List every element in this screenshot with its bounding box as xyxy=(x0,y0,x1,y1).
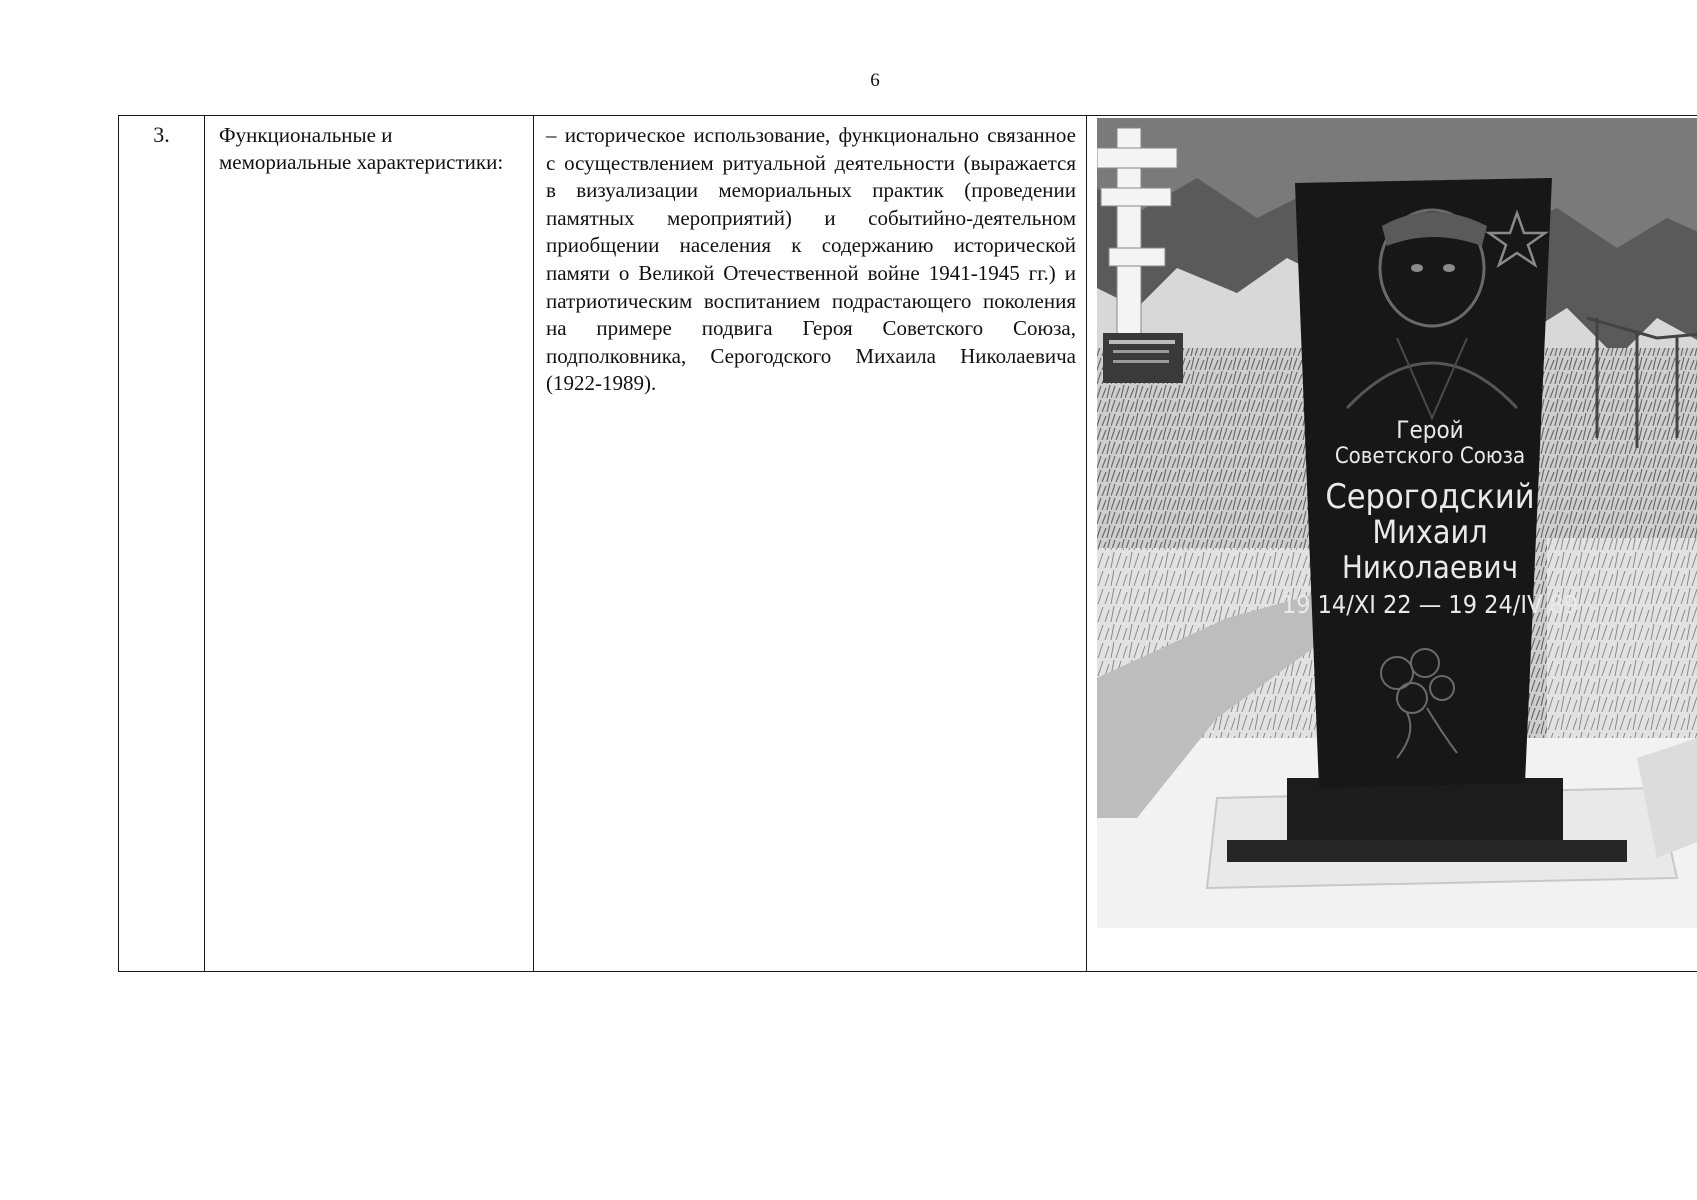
characteristics-table xyxy=(118,115,1697,972)
page-number: 6 xyxy=(870,70,880,91)
table-row xyxy=(119,116,1697,972)
inscription-line3: Серогодский xyxy=(1325,477,1535,517)
inscription-line6: 19 14/XI 22 — 19 24/IV 89 xyxy=(1281,590,1579,619)
inscription-line2: Советского Союза xyxy=(1334,444,1526,469)
row-number: 3. xyxy=(119,116,205,972)
photo-cell xyxy=(1087,116,1697,972)
inscription-line1: Герой xyxy=(1396,416,1464,444)
memorial-photo xyxy=(1097,118,1697,928)
inscription-line5: Николаевич xyxy=(1341,550,1519,586)
inscription-line4: Михаил xyxy=(1372,513,1488,551)
row-name: Функциональные и мемориальные характеристики: xyxy=(205,116,534,972)
row-description: – историческое использование, функционально связанное с осуществлением ритуальной деятельности (выражается в визуализации мемориальных практик (проведении памятных мероприятий) и событийно-деятельном приобщении населения к содержанию исторической памяти о Великой Отечественной войне 1941-1945 гг.) и патриотическим воспитанием подрастающего поколения на примере подвига Героя Советского Союза, подполковника, Серогодского Михаила Николаевича (1922-1989). xyxy=(534,116,1087,972)
